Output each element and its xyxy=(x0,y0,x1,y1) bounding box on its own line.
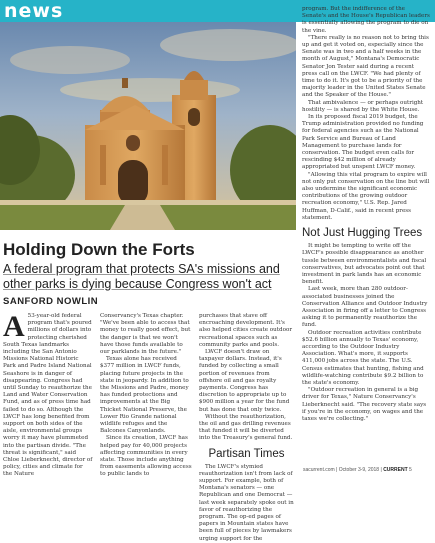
drop-cap: A xyxy=(3,310,25,343)
article-column-1-text: 53-year-old federal program that's poured millions of dollars into protecting cherished South Texas landmarks including the San Antonio Missions National Historic Park and Padre Island National Seashore is in danger of disappearing. Congress had until Sunday to reauthorize the Land and Water Conservation Fund, and as of press time had failed to do so. Although the LWCF has long benefited from support on both sides of the aisle, environmental groups worry it may have plummeted into the partisan divide. "The threat is significant," said Chloe Lieberknecht, director of policy, cities and climate for the Nature xyxy=(3,313,93,478)
footer-separator: | xyxy=(336,467,339,473)
footer-date: October 3-9, 2018 xyxy=(338,467,380,473)
article-headline: Holding Down the Forts xyxy=(3,240,195,259)
article-paragraph: The LWCF's stymied reauthorization isn't from lack of support. For example, both of Montana's senators — one Republican and one Democrat — last week separately spoke out in favor of reauthorizing the program. The op-ed pages of papers in Mountain states have been full of pieces by lawmakers urging support for the xyxy=(199,463,294,542)
footer-site: sacurrent.com xyxy=(303,467,335,473)
right-column xyxy=(302,6,430,423)
article-paragraph: purchases that stave off encroaching development. It's also helped cities create outdoor recreational spaces such as community parks and pools. xyxy=(199,313,293,348)
article-paragraph: Texas alone has received $377 million in LWCF funds, placing future projects in the state in jeopardy. In addition to the Missions and Padre, money has funded protections and improvements at the Big Thicket National Preserve, the Lower Rio Grande national wildlife refuges and the Balcones Canyonlands. xyxy=(100,356,189,435)
right-column-paragraph: program. But the indifference of the Senate's and the House's Republican leaders is essentially allowing the program to die on the vine. xyxy=(302,6,430,34)
footer-publication: CURRENT xyxy=(383,467,408,473)
right-column-paragraph: It might be tempting to write off the LWCF's possible disappearance as another tussle between environmentalists and fiscal conservatives, but advocates point out that investment in park lands has an economic benefit. xyxy=(302,243,427,286)
article-paragraph: Conservancy's Texas chapter. "We've been able to access that money to really good effect, but the danger is that we won't have those funds available to our parklands in the future." xyxy=(100,313,191,356)
right-column-paragraph: In its proposed fiscal 2019 budget, the Trump administration provided no funding for federal agencies such as the National Park Service and Bureau of Land Management to purchase lands for conservation. The budget even calls for rescinding $42 million of already appropriated but unspent LWCF money. xyxy=(302,114,424,171)
right-column-paragraph: That ambivalence — or perhaps outright hostility — is shared by the White House. xyxy=(302,99,424,113)
right-column-paragraph: "Allowing this vital program to expire will not only put conservation on the line but will also undermine the significant economic contributions of the growing outdoor recreation economy," U.S. Rep. Jared Huffman, D-Calif., said in recent press statement. xyxy=(302,171,430,221)
mission-church-photo xyxy=(0,0,296,230)
article-paragraph: Without the reauthorization, the oil and gas drilling revenues that funded it will be diverted into the Treasury's general fund. xyxy=(199,413,293,442)
footer-page: 5 xyxy=(409,467,412,473)
mission-church-illustration xyxy=(0,0,296,230)
article-paragraph: Since its creation, LWCF has helped pay for 40,000 projects affecting communities in every state. Those include anything from easements allowing access to public lands to xyxy=(100,435,192,478)
subhead-not-just-hugging-trees: Not Just Hugging Trees xyxy=(302,227,423,240)
article-column-3 xyxy=(199,313,294,543)
page-footer xyxy=(303,467,430,473)
section-label: news xyxy=(4,0,64,22)
article-column-1 xyxy=(3,310,93,479)
footer-separator: | xyxy=(380,467,384,473)
right-column-paragraph: Outdoor recreation activities contribute $52.6 billion annually to Texas' economy, according to the Outdoor Industry Association. What's more, it supports 411,000 jobs across the state. The U.S. Census estimates that hunting, fishing and wildlife-watching contribute $9.2 billion to the state's economy. xyxy=(302,329,424,386)
article-deck: A federal program that protects SA's missions and other parks is dying because Congress won't act xyxy=(3,262,280,291)
article-column-2 xyxy=(100,313,192,479)
right-column-paragraph: "There really is no reason not to bring this up and get it voted on, especially since the Senate was in two and a half weeks in the month of August," Montana's Democratic Senator Jon Tester said during a recent press call on the LWCF. "We had plenty of time to do it. It's got to be a priority of the majority leader in the United States Senate and the Speaker of the House." xyxy=(302,34,429,99)
article-paragraph: LWCF doesn't draw on taxpayer dollars. Instead, it's funded by collecting a small portion of revenues from offshore oil and gas royalty payments. Congress has discretion to appropriate up to $900 million a year for the fund but has done that only twice. xyxy=(199,349,290,413)
article-byline: SANFORD NOWLIN xyxy=(3,296,99,307)
subhead-partisan-times: Partisan Times xyxy=(208,447,285,460)
right-column-paragraph: Last week, more than 280 outdoor-associated businesses joined the Conservation Alliance and Outdoor Industry Association in firing off a letter to Congress asking it to permanently reauthorize the fund. xyxy=(302,286,428,329)
right-column-paragraph: "Outdoor recreation in general is a big driver for Texas," Nature Conservancy's Lieberknecht said. "The recovery state says if you're in the economy, on wages and the taxes we're collecting." xyxy=(302,387,427,422)
